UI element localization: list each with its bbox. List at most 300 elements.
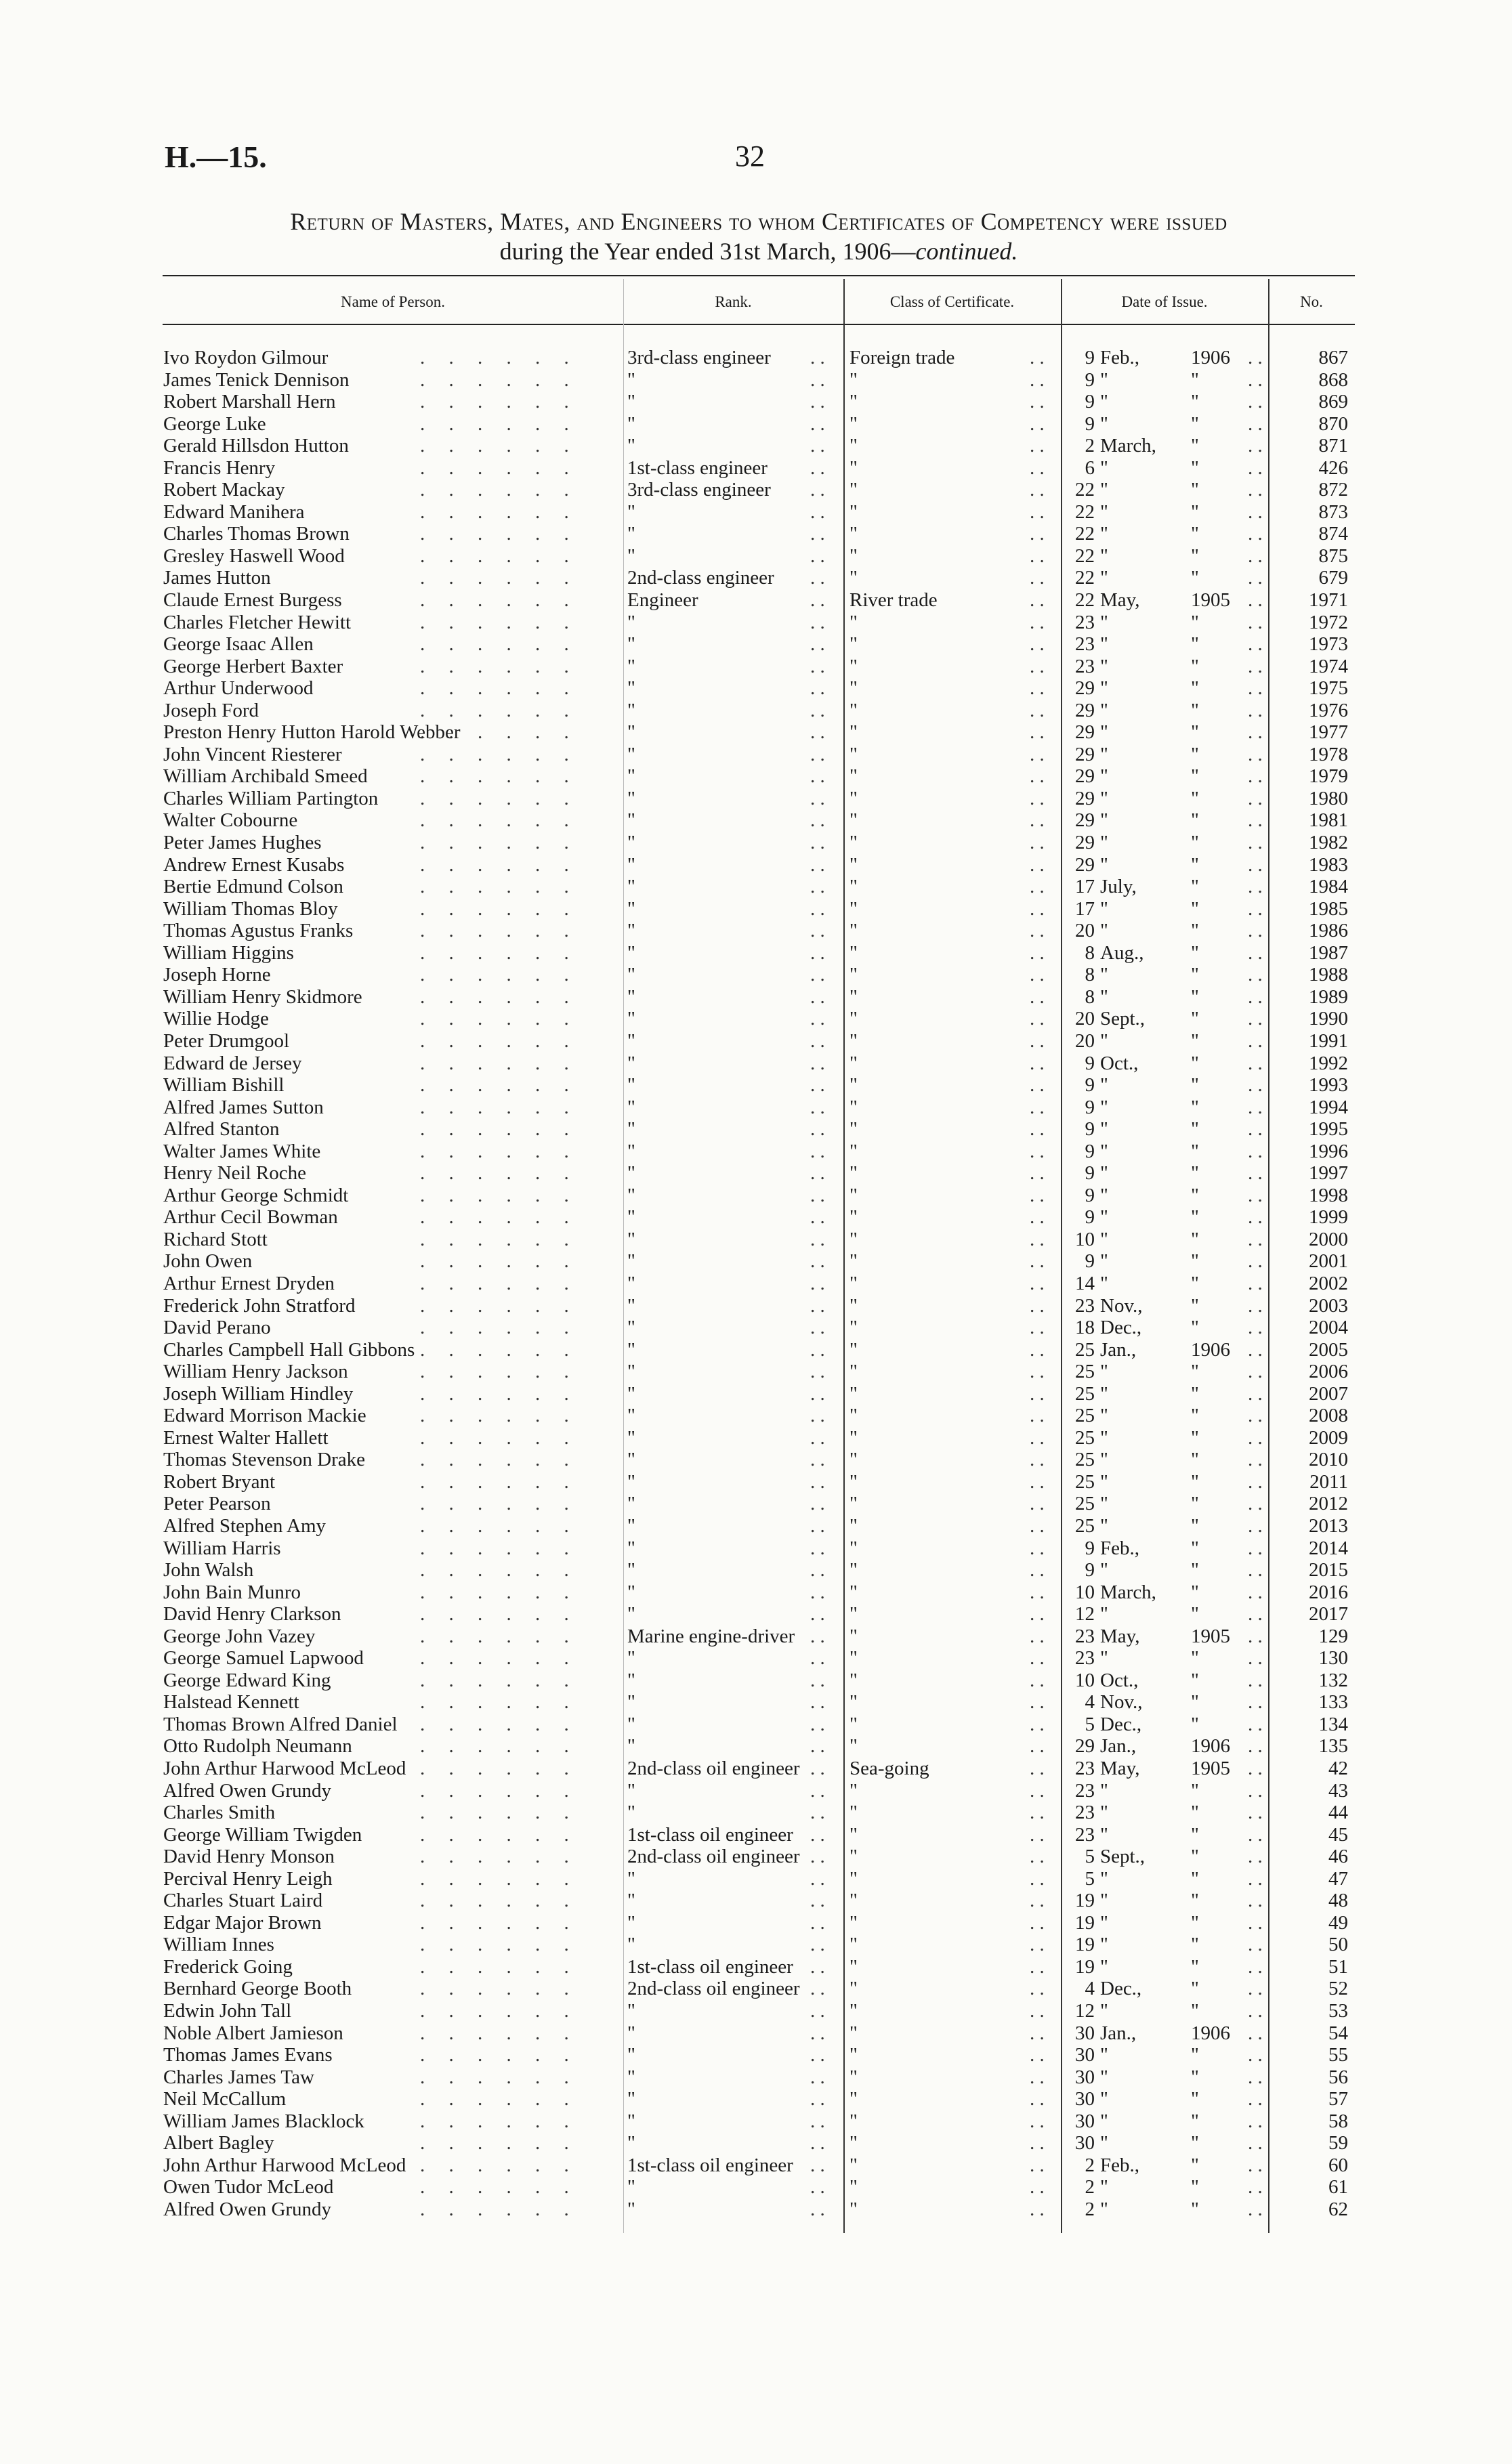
dot-leader: . . xyxy=(1248,964,1263,986)
issue-year: " xyxy=(1191,832,1199,854)
table-row xyxy=(0,898,1512,920)
issue-month: " xyxy=(1100,1074,1108,1097)
rank: " xyxy=(627,2198,635,2220)
certificate-class: " xyxy=(849,1955,858,1978)
certificate-number: 1984 xyxy=(1309,876,1348,898)
certificate-number: 1974 xyxy=(1309,655,1348,677)
table-row xyxy=(0,1206,1512,1229)
dot-leader: . . xyxy=(810,853,825,876)
dot-leader: . . xyxy=(1030,876,1045,898)
dot-leader: . . xyxy=(810,1911,825,1934)
rank: " xyxy=(627,1317,635,1339)
certificate-number: 57 xyxy=(1328,2088,1348,2110)
rank: " xyxy=(627,1802,635,1824)
table-row xyxy=(0,1691,1512,1714)
dot-leader: . . . . . . xyxy=(420,412,579,435)
issue-day: 10 xyxy=(1075,1581,1095,1603)
dot-leader: . . xyxy=(1248,832,1263,854)
person-name: Gresley Haswell Wood xyxy=(163,545,345,567)
person-name: John Vincent Riesterer xyxy=(163,743,342,765)
certificate-number: 1973 xyxy=(1309,633,1348,656)
rank: " xyxy=(627,853,635,876)
issue-day: 10 xyxy=(1075,1669,1095,1691)
certificate-class: " xyxy=(849,832,858,854)
dot-leader: . . xyxy=(1248,1405,1263,1427)
dot-leader: . . xyxy=(1030,721,1045,744)
dot-leader: . . . . . . xyxy=(420,743,579,765)
rank: " xyxy=(627,1118,635,1141)
issue-month: " xyxy=(1100,1559,1108,1581)
dot-leader: . . xyxy=(810,1118,825,1141)
issue-month: " xyxy=(1100,721,1108,744)
issue-year: " xyxy=(1191,545,1199,567)
dot-leader: . . . . . . xyxy=(420,787,579,809)
issue-day: 8 xyxy=(1085,964,1095,986)
dot-leader: . . . . . . xyxy=(420,1029,579,1052)
dot-leader: . . xyxy=(1248,2110,1263,2132)
dot-leader: . . . . . . xyxy=(420,1162,579,1185)
table-row xyxy=(0,1559,1512,1581)
table-row xyxy=(0,942,1512,964)
certificate-class: " xyxy=(849,1162,858,1185)
certificate-class: " xyxy=(849,1647,858,1670)
issue-day: 23 xyxy=(1075,633,1095,656)
certificate-class: " xyxy=(849,1713,858,1735)
issue-month: " xyxy=(1100,1382,1108,1405)
certificate-class: " xyxy=(849,1008,858,1030)
dot-leader: . . xyxy=(1030,1118,1045,1141)
rank: " xyxy=(627,633,635,656)
rank: " xyxy=(627,1426,635,1449)
dot-leader: . . xyxy=(1248,479,1263,501)
dot-leader: . . xyxy=(810,1272,825,1294)
dot-leader: . . . . . . xyxy=(420,435,579,457)
dot-leader: . . xyxy=(810,1206,825,1229)
certificate-number: 2005 xyxy=(1309,1338,1348,1361)
issue-month: Aug., xyxy=(1100,941,1144,964)
dot-leader: . . xyxy=(1030,412,1045,435)
dot-leader: . . . . . . xyxy=(420,1449,579,1471)
person-name: George Herbert Baxter xyxy=(163,655,343,677)
issue-month: Dec., xyxy=(1100,1978,1142,2000)
table-row xyxy=(0,1802,1512,1824)
table-row xyxy=(0,1647,1512,1670)
certificate-class: " xyxy=(849,2044,858,2066)
issue-month: Sept., xyxy=(1100,1008,1146,1030)
certificate-class: " xyxy=(849,1382,858,1405)
issue-day: 23 xyxy=(1075,1823,1095,1846)
rank: " xyxy=(627,545,635,567)
dot-leader: . . xyxy=(1030,1691,1045,1714)
certificate-class: " xyxy=(849,1272,858,1294)
issue-day: 2 xyxy=(1085,2176,1095,2199)
document-reference: H.—15. xyxy=(165,140,267,174)
issue-day: 30 xyxy=(1075,2044,1095,2066)
certificate-number: 1975 xyxy=(1309,677,1348,700)
dot-leader: . . xyxy=(810,1669,825,1691)
dot-leader: . . xyxy=(1248,2066,1263,2088)
certificate-class: " xyxy=(849,567,858,589)
person-name: Edgar Major Brown xyxy=(163,1911,322,1934)
certificate-number: 135 xyxy=(1318,1735,1348,1758)
dot-leader: . . xyxy=(810,1008,825,1030)
table-row xyxy=(0,1273,1512,1295)
issue-month: " xyxy=(1100,2132,1108,2154)
dot-leader: . . xyxy=(1248,699,1263,721)
title-continued: continued. xyxy=(915,238,1018,265)
table-row xyxy=(0,413,1512,436)
issue-day: 23 xyxy=(1075,1625,1095,1647)
issue-month: Jan., xyxy=(1100,1735,1137,1758)
dot-leader: . . xyxy=(1248,456,1263,479)
table-row xyxy=(0,1956,1512,1978)
person-name: Ivo Roydon Gilmour xyxy=(163,347,329,368)
rank: " xyxy=(627,1514,635,1537)
issue-day: 2 xyxy=(1085,2154,1095,2176)
certificate-class: " xyxy=(849,545,858,567)
dot-leader: . . . . . . xyxy=(420,1096,579,1118)
dot-leader: . . xyxy=(1030,1537,1045,1559)
certificate-number: 42 xyxy=(1328,1758,1348,1779)
dot-leader: . . xyxy=(1248,1470,1263,1493)
issue-day: 29 xyxy=(1075,1735,1095,1758)
person-name: William Innes xyxy=(163,1934,274,1956)
rank: " xyxy=(627,2066,635,2088)
dot-leader: . . xyxy=(810,1559,825,1581)
certificate-class: " xyxy=(849,677,858,700)
issue-month: " xyxy=(1100,2198,1108,2220)
table-row xyxy=(0,1383,1512,1405)
dot-leader: . . xyxy=(810,1867,825,1890)
certificate-number: 2007 xyxy=(1309,1382,1348,1405)
issue-month: " xyxy=(1100,545,1108,567)
dot-leader: . . xyxy=(1248,1625,1263,1647)
dot-leader: . . xyxy=(810,1184,825,1206)
dot-leader: . . xyxy=(810,743,825,765)
certificate-class: Sea-going xyxy=(849,1758,929,1779)
issue-day: 30 xyxy=(1075,2088,1095,2110)
dot-leader: . . xyxy=(1030,1250,1045,1273)
certificate-class: " xyxy=(849,1250,858,1273)
dot-leader: . . . . . . xyxy=(420,941,579,964)
person-name: William Henry Skidmore xyxy=(163,985,362,1008)
certificate-class: " xyxy=(849,765,858,788)
header-bottom-rule xyxy=(163,324,1355,325)
issue-year: " xyxy=(1191,2176,1199,2199)
issue-day: 29 xyxy=(1075,743,1095,765)
rank: 2nd-class oil engineer xyxy=(627,1978,800,2000)
rank: " xyxy=(627,1228,635,1250)
dot-leader: . . xyxy=(810,721,825,744)
dot-leader: . . . . . . xyxy=(420,1934,579,1956)
issue-year: " xyxy=(1191,1184,1199,1206)
issue-year: " xyxy=(1191,523,1199,545)
issue-month: " xyxy=(1100,2176,1108,2199)
person-name: Peter James Hughes xyxy=(163,832,322,854)
rank: " xyxy=(627,1008,635,1030)
person-name: William James Blacklock xyxy=(163,2110,364,2132)
person-name: George Luke xyxy=(163,412,266,435)
table-row xyxy=(0,2110,1512,2133)
issue-day: 25 xyxy=(1075,1338,1095,1361)
table-row xyxy=(0,612,1512,634)
dot-leader: . . xyxy=(1030,2110,1045,2132)
table-row xyxy=(0,1912,1512,1934)
dot-leader: . . xyxy=(1030,2022,1045,2044)
issue-month: " xyxy=(1100,1162,1108,1185)
issue-year: 1905 xyxy=(1191,589,1230,612)
person-name: Percival Henry Leigh xyxy=(163,1867,333,1890)
certificate-class: " xyxy=(849,2110,858,2132)
certificate-class: " xyxy=(849,809,858,832)
certificate-number: 52 xyxy=(1328,1978,1348,2000)
certificate-number: 2002 xyxy=(1309,1272,1348,1294)
certificate-class: " xyxy=(849,456,858,479)
certificate-number: 874 xyxy=(1318,523,1348,545)
certificate-class: " xyxy=(849,1735,858,1758)
certificate-number: 62 xyxy=(1328,2198,1348,2220)
table-row xyxy=(0,1053,1512,1075)
issue-day: 19 xyxy=(1075,1890,1095,1912)
issue-year: " xyxy=(1191,1493,1199,1515)
issue-month: " xyxy=(1100,1250,1108,1273)
person-name: Thomas Agustus Franks xyxy=(163,920,354,942)
dot-leader: . . xyxy=(810,1514,825,1537)
certificate-number: 2017 xyxy=(1309,1603,1348,1626)
dot-leader: . . xyxy=(810,611,825,633)
certificate-class: " xyxy=(849,1669,858,1691)
column-header-date: Date of Issue. xyxy=(1121,293,1208,310)
table-row xyxy=(0,1250,1512,1273)
table-row xyxy=(0,1603,1512,1626)
certificate-class: " xyxy=(849,435,858,457)
issue-year: " xyxy=(1191,1978,1199,2000)
rank: " xyxy=(627,985,635,1008)
dot-leader: . . xyxy=(1248,435,1263,457)
dot-leader: . . xyxy=(1030,920,1045,942)
dot-leader: . . . . . . xyxy=(420,809,579,832)
dot-leader: . . xyxy=(810,1978,825,2000)
person-name: Francis Henry xyxy=(163,456,276,479)
person-name: John Walsh xyxy=(163,1559,254,1581)
column-header-rank: Rank. xyxy=(715,293,752,310)
dot-leader: . . . . . . xyxy=(420,2154,579,2176)
issue-day: 9 xyxy=(1085,391,1095,413)
dot-leader: . . xyxy=(1030,832,1045,854)
person-name: Edward Morrison Mackie xyxy=(163,1405,366,1427)
issue-year: " xyxy=(1191,1317,1199,1339)
certificate-number: 1989 xyxy=(1309,985,1348,1008)
rank: " xyxy=(627,2044,635,2066)
dot-leader: . . xyxy=(1248,787,1263,809)
certificate-number: 2004 xyxy=(1309,1317,1348,1339)
certificate-number: 1983 xyxy=(1309,853,1348,876)
certificate-number: 1994 xyxy=(1309,1096,1348,1118)
dot-leader: . . . . . . xyxy=(420,1735,579,1758)
dot-leader: . . xyxy=(1248,1867,1263,1890)
table-row xyxy=(0,1074,1512,1097)
dot-leader: . . . . . . xyxy=(420,1669,579,1691)
dot-leader: . . xyxy=(810,1493,825,1515)
issue-day: 9 xyxy=(1085,347,1095,368)
person-name: Charles Stuart Laird xyxy=(163,1890,323,1912)
dot-leader: . . xyxy=(1248,501,1263,523)
rank: " xyxy=(627,655,635,677)
person-name: George Samuel Lapwood xyxy=(163,1647,364,1670)
issue-year: " xyxy=(1191,1206,1199,1229)
certificate-number: 873 xyxy=(1318,501,1348,523)
issue-month: Jan., xyxy=(1100,1338,1137,1361)
dot-leader: . . xyxy=(1248,2154,1263,2176)
dot-leader: . . . . . . xyxy=(420,347,579,368)
certificate-number: 134 xyxy=(1318,1713,1348,1735)
dot-leader: . . . . . . xyxy=(420,2022,579,2044)
issue-year: " xyxy=(1191,964,1199,986)
certificate-class: " xyxy=(849,1184,858,1206)
person-name: Alfred Stephen Amy xyxy=(163,1514,327,1537)
table-row xyxy=(0,1141,1512,1163)
dot-leader: . . xyxy=(1030,1934,1045,1956)
dot-leader: . . xyxy=(1248,1426,1263,1449)
dot-leader: . . xyxy=(1030,1581,1045,1603)
rank: " xyxy=(627,1250,635,1273)
issue-year: " xyxy=(1191,368,1199,391)
certificate-number: 133 xyxy=(1318,1691,1348,1714)
issue-day: 23 xyxy=(1075,1758,1095,1779)
rank: " xyxy=(627,2000,635,2022)
dot-leader: . . xyxy=(1030,2066,1045,2088)
table-row xyxy=(0,677,1512,700)
issue-year: " xyxy=(1191,1647,1199,1670)
dot-leader: . . xyxy=(1248,523,1263,545)
table-top-rule xyxy=(163,275,1355,276)
issue-year: " xyxy=(1191,920,1199,942)
certificate-class: " xyxy=(849,1978,858,2000)
issue-day: 29 xyxy=(1075,809,1095,832)
table-row xyxy=(0,545,1512,568)
certificate-number: 2010 xyxy=(1309,1449,1348,1471)
dot-leader: . . xyxy=(1248,1074,1263,1097)
issue-year: " xyxy=(1191,479,1199,501)
dot-leader: . . xyxy=(810,1426,825,1449)
table-row xyxy=(0,2022,1512,2045)
certificate-class: " xyxy=(849,897,858,920)
person-name: Peter Drumgool xyxy=(163,1029,290,1052)
person-name: William Bishill xyxy=(163,1074,285,1097)
certificate-class: " xyxy=(849,2154,858,2176)
person-name: Arthur Cecil Bowman xyxy=(163,1206,338,1229)
certificate-number: 2008 xyxy=(1309,1405,1348,1427)
rank: " xyxy=(627,1338,635,1361)
certificate-class: " xyxy=(849,1514,858,1537)
dot-leader: . . xyxy=(810,501,825,523)
dot-leader: . . xyxy=(810,2000,825,2022)
dot-leader: . . . . . . xyxy=(420,1338,579,1361)
dot-leader: . . xyxy=(810,545,825,567)
certificate-number: 1979 xyxy=(1309,765,1348,788)
dot-leader: . . . . . . xyxy=(420,876,579,898)
issue-day: 19 xyxy=(1075,1934,1095,1956)
dot-leader: . . xyxy=(1030,633,1045,656)
person-name: James Hutton xyxy=(163,567,271,589)
dot-leader: . . xyxy=(1248,1118,1263,1141)
dot-leader: . . xyxy=(810,435,825,457)
certificate-class: " xyxy=(849,1096,858,1118)
issue-day: 6 xyxy=(1085,456,1095,479)
rank: " xyxy=(627,501,635,523)
dot-leader: . . xyxy=(1248,1647,1263,1670)
certificate-number: 2009 xyxy=(1309,1426,1348,1449)
issue-day: 29 xyxy=(1075,853,1095,876)
certificate-class: " xyxy=(849,1052,858,1074)
person-name: David Perano xyxy=(163,1317,271,1339)
issue-year: " xyxy=(1191,743,1199,765)
issue-month: " xyxy=(1100,523,1108,545)
dot-leader: . . xyxy=(1030,1603,1045,1626)
certificate-number: 47 xyxy=(1328,1867,1348,1890)
dot-leader: . . xyxy=(810,655,825,677)
dot-leader: . . xyxy=(1248,412,1263,435)
dot-leader: . . . . . . xyxy=(420,1426,579,1449)
issue-year: " xyxy=(1191,876,1199,898)
dot-leader: . . . . . . xyxy=(420,456,579,479)
dot-leader: . . xyxy=(1248,1735,1263,1758)
issue-year: 1906 xyxy=(1191,347,1230,368)
dot-leader: . . xyxy=(1030,2000,1045,2022)
issue-year: " xyxy=(1191,412,1199,435)
person-name: Edwin John Tall xyxy=(163,2000,292,2022)
table-row xyxy=(0,1758,1512,1780)
person-name: Joseph Ford xyxy=(163,699,259,721)
dot-leader: . . xyxy=(1030,391,1045,413)
dot-leader: . . xyxy=(810,1537,825,1559)
table-row xyxy=(0,2000,1512,2022)
dot-leader: . . xyxy=(810,1096,825,1118)
certificate-number: 44 xyxy=(1328,1802,1348,1824)
dot-leader: . . xyxy=(810,897,825,920)
dot-leader: . . xyxy=(1248,2198,1263,2220)
certificate-class: " xyxy=(849,633,858,656)
dot-leader: . . xyxy=(810,1449,825,1471)
dot-leader: . . xyxy=(810,1934,825,1956)
issue-month: " xyxy=(1100,743,1108,765)
certificate-class: " xyxy=(849,743,858,765)
rank: " xyxy=(627,677,635,700)
person-name: Charles Fletcher Hewitt xyxy=(163,611,352,633)
certificate-number: 1985 xyxy=(1309,897,1348,920)
dot-leader: . . xyxy=(1030,1470,1045,1493)
dot-leader: . . xyxy=(810,1823,825,1846)
rank: 2nd-class engineer xyxy=(627,567,774,589)
dot-leader: . . . . . . xyxy=(420,2066,579,2088)
rank: " xyxy=(627,1669,635,1691)
issue-day: 9 xyxy=(1085,1206,1095,1229)
dot-leader: . . . . . . xyxy=(420,1250,579,1273)
issue-day: 5 xyxy=(1085,1713,1095,1735)
table-row xyxy=(0,656,1512,678)
certificate-number: 1993 xyxy=(1309,1074,1348,1097)
issue-month: Dec., xyxy=(1100,1713,1142,1735)
dot-leader: . . xyxy=(1030,1823,1045,1846)
issue-month: " xyxy=(1100,985,1108,1008)
dot-leader: . . . . . . xyxy=(420,1802,579,1824)
table-row xyxy=(0,1978,1512,2000)
issue-day: 2 xyxy=(1085,2198,1095,2220)
person-name: William Archibald Smeed xyxy=(163,765,368,788)
rank: " xyxy=(627,1890,635,1912)
issue-year: " xyxy=(1191,941,1199,964)
certificate-number: 2011 xyxy=(1309,1470,1348,1493)
